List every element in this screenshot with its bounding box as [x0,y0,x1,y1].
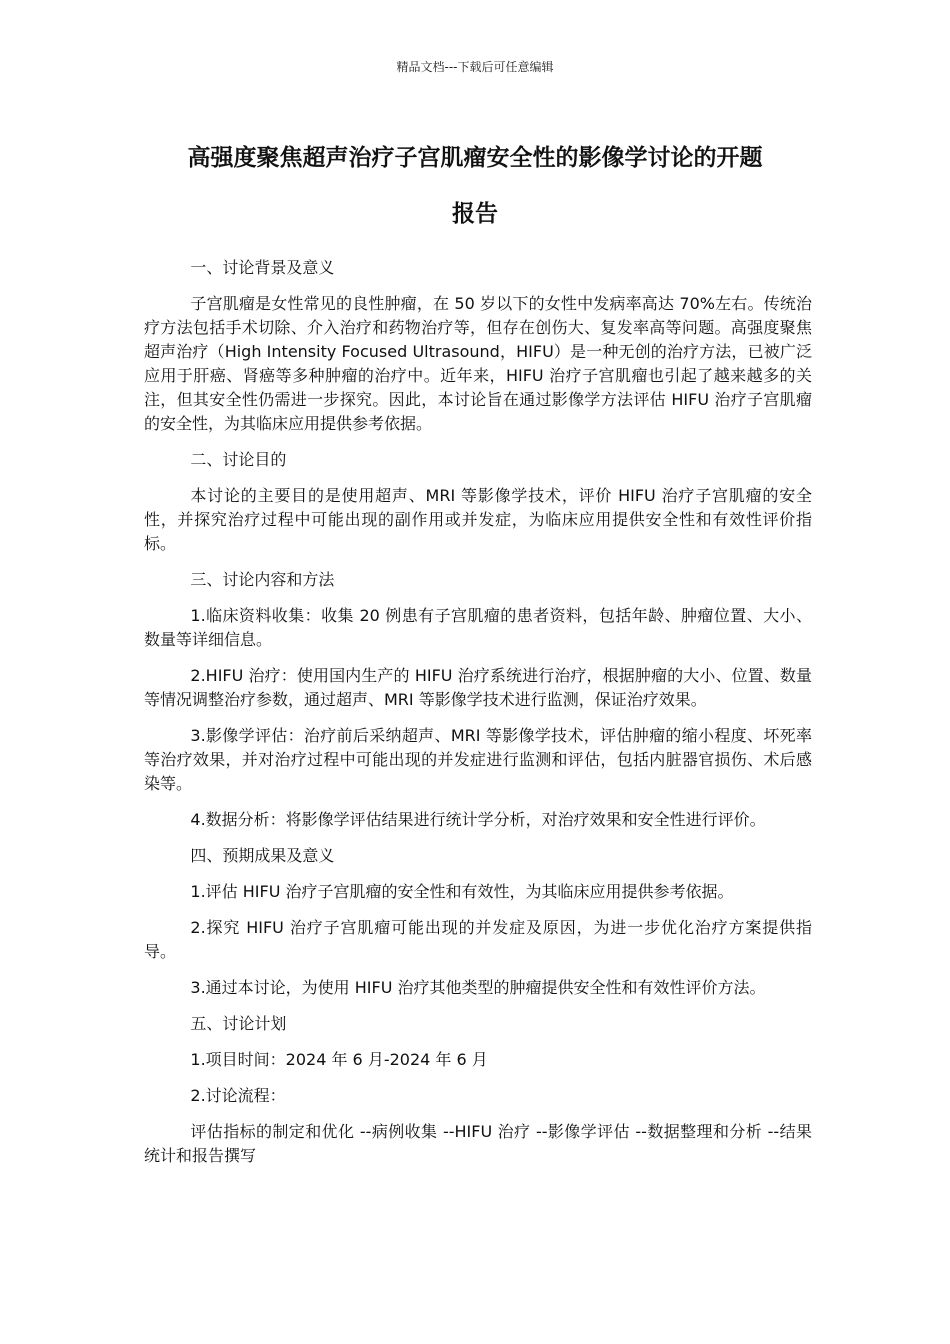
paragraph-background: 子宫肌瘤是女性常见的良性肿瘤，在 50 岁以下的女性中发病率高达 70%左右。传统治疗方法包括手术切除、介入治疗和药物治疗等，但存在创伤大、复发率高等问题。高强度聚焦超声治疗（High Intensity Focused Ultrasound，HIFU）是一种无创的治疗方法，已被广泛应用于肝癌、肾癌等多种肿瘤的治疗中。近年来，HIFU 治疗子宫肌瘤也引起了越来越多的关注，但其安全性仍需进一步探究。因此，本讨论旨在通过影像学方法评估 HIFU 治疗子宫肌瘤的安全性，为其临床应用提供参考依据。 [144,294,812,433]
section-heading-outcomes: 四、预期成果及意义 [190,846,335,865]
paragraph-method-2: 2.HIFU 治疗：使用国内生产的 HIFU 治疗系统进行治疗，根据肿瘤的大小、位置、数量等情况调整治疗参数，通过超声、MRI 等影像学技术进行监测，保证治疗效果。 [144,666,812,709]
paragraph-plan-flow: 评估指标的制定和优化 --病例收集 --HIFU 治疗 --影像学评估 --数据整理和分析 --结果统计和报告撰写 [144,1122,812,1165]
section-heading-background: 一、讨论背景及意义 [190,258,335,277]
title-line-2: 报告 [452,201,498,227]
title-line-1: 高强度聚焦超声治疗子宫肌瘤安全性的影像学讨论的开题 [187,145,763,171]
section-heading-methods: 三、讨论内容和方法 [190,570,335,589]
paragraph-outcome-3: 3.通过本讨论，为使用 HIFU 治疗其他类型的肿瘤提供安全性和有效性评价方法。 [190,978,766,997]
paragraph-plan-1: 1.项目时间：2024 年 6 月-2024 年 6 月 [190,1050,488,1069]
header-note: 精品文档---下载后可任意编辑 [396,60,554,74]
section-heading-plan: 五、讨论计划 [190,1014,287,1033]
paragraph-method-3: 3.影像学评估：治疗前后采纳超声、MRI 等影像学技术，评估肿瘤的缩小程度、坏死率等治疗效果，并对治疗过程中可能出现的并发症进行监测和评估，包括内脏器官损伤、术后感染等。 [144,726,812,793]
document-title [145,130,805,242]
paragraph-method-4: 4.数据分析：将影像学评估结果进行统计学分析，对治疗效果和安全性进行评价。 [190,810,766,829]
paragraph-plan-2: 2.讨论流程： [190,1086,286,1105]
paragraph-purpose: 本讨论的主要目的是使用超声、MRI 等影像学技术，评价 HIFU 治疗子宫肌瘤的安全性，并探究治疗过程中可能出现的副作用或并发症，为临床应用提供安全性和有效性评价指标。 [144,486,812,553]
section-heading-purpose: 二、讨论目的 [190,450,287,469]
paragraph-outcome-1: 1.评估 HIFU 治疗子宫肌瘤的安全性和有效性，为其临床应用提供参考依据。 [190,882,734,901]
paragraph-outcome-2: 2.探究 HIFU 治疗子宫肌瘤可能出现的并发症及原因，为进一步优化治疗方案提供指导。 [144,918,812,961]
paragraph-method-1: 1.临床资料收集：收集 20 例患有子宫肌瘤的患者资料，包括年龄、肿瘤位置、大小、数量等详细信息。 [144,606,812,649]
document-body [144,256,812,1180]
